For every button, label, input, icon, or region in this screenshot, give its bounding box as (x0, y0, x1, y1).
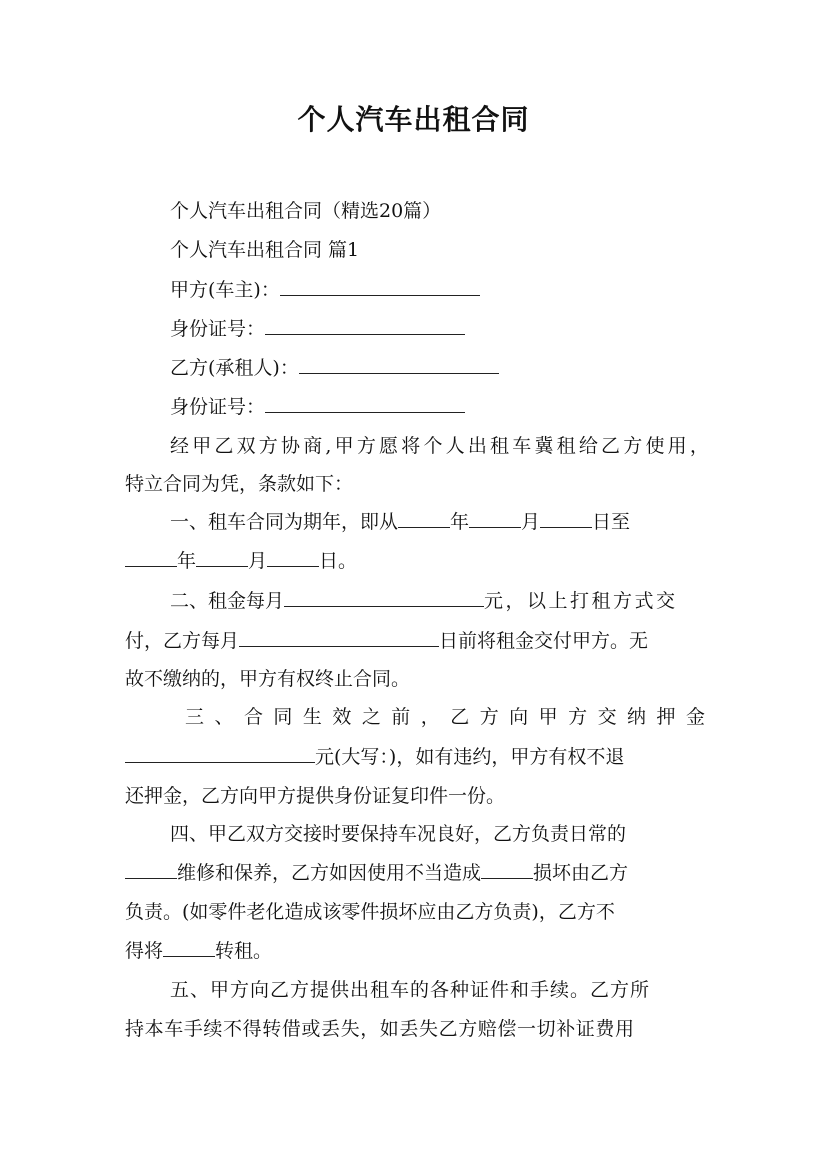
party-a-label: 甲方(车主)： (170, 279, 280, 301)
clause-2-text-d: 日前将租金交付甲方。无 (439, 630, 649, 652)
clause-1-year-2: 年 (177, 550, 197, 572)
id-b-label: 身份证号： (170, 396, 266, 418)
party-a-blank (280, 273, 480, 296)
party-a-line (170, 271, 705, 309)
intro-line-1: 经甲乙双方协商,甲方愿将个人出租车冀租给乙方使用， (170, 435, 713, 457)
clause-3-char: 甲 (538, 706, 558, 728)
clause-3-line-2 (125, 738, 705, 776)
clause-4-blank-2 (481, 856, 533, 879)
id-b-blank (265, 390, 465, 413)
clause-3-line-3: 还押金，乙方向甲方提供身份证复印件一份。 (125, 785, 506, 807)
clause-1-blank-3 (540, 505, 592, 528)
intro-line-2: 特立合同为凭，条款如下： (125, 473, 354, 495)
clause-2-line-1 (170, 582, 705, 620)
party-b-line (170, 349, 705, 387)
clause-3-char: 押 (656, 706, 676, 728)
clause-1-day-2: 日。 (319, 550, 358, 572)
party-b-blank (299, 351, 499, 374)
clause-4-text-b2: 损坏由乙方 (533, 862, 629, 884)
party-b-label: 乙方(承租人)： (170, 357, 299, 379)
clause-3-char: 同 (273, 706, 293, 728)
clause-3-char: 方 (479, 706, 499, 728)
clause-5-line-2: 持本车手续不得转借或丢失，如丢失乙方赔偿一切补证费用 (125, 1018, 635, 1040)
clause-3-char: ， (420, 706, 440, 728)
clause-1-blank-1 (398, 505, 450, 528)
clause-4-line-1: 四、甲乙双方交接时要保持车况良好，乙方负责日常的 (170, 823, 627, 845)
clause-4-line-3: 负责。(如零件老化造成该零件损坏应由乙方负责)，乙方不 (125, 901, 615, 923)
clause-3-text-b: 元(大写：)，如有违约，甲方有权不退 (315, 746, 625, 768)
clause-1-year: 年 (450, 511, 470, 533)
clause-3-char: 纳 (627, 706, 647, 728)
clause-3-blank (125, 740, 315, 763)
clause-3-char: 向 (509, 706, 529, 728)
clause-1-blank-4 (125, 544, 177, 567)
clause-4-blank-1 (125, 856, 177, 879)
clause-4-blank-3 (163, 934, 215, 957)
id-a-label: 身份证号： (170, 318, 266, 340)
document-title: 个人汽车出租合同 (297, 103, 530, 136)
clause-2-text-b: 元，以上打租方式交 (484, 590, 678, 612)
clause-2-blank-2 (239, 624, 439, 647)
clause-4-line-4 (125, 932, 705, 970)
clause-2-line-3: 故不缴纳的，甲方有权终止合同。 (125, 668, 411, 690)
id-a-blank (265, 312, 465, 335)
clause-2-text-c: 付，乙方每月 (125, 630, 240, 652)
clause-5-line-1: 五、甲方向乙方提供出租车的各种证件和手续。乙方所 (170, 979, 651, 1001)
clause-1-blank-5 (196, 544, 248, 567)
clause-1-text: 一、租车合同为期年，即从 (170, 511, 399, 533)
clause-3-char: 三 (185, 706, 205, 728)
clause-2-line-2 (125, 622, 705, 660)
clause-1-month: 月 (521, 511, 541, 533)
clause-1-day-to: 日至 (592, 511, 631, 533)
id-b-line (170, 388, 705, 426)
clause-1-month-2: 月 (248, 550, 268, 572)
clause-4-text-d1: 得将 (125, 940, 164, 962)
clause-2-blank-1 (284, 584, 484, 607)
clause-3-char: 方 (568, 706, 588, 728)
clause-4-line-2 (125, 854, 705, 892)
clause-3-char: 乙 (450, 706, 470, 728)
clause-1-blank-2 (469, 505, 521, 528)
id-a-line (170, 310, 705, 348)
document-subtitle: 个人汽车出租合同（精选20篇） (170, 200, 442, 222)
clause-3-char: 之 (361, 706, 381, 728)
clause-3-char: 合 (243, 706, 263, 728)
section-heading: 个人汽车出租合同 篇1 (170, 239, 360, 261)
clause-3-char: 、 (214, 706, 234, 728)
clause-2-text-a: 二、租金每月 (170, 590, 285, 612)
clause-1-line-1 (170, 503, 705, 541)
clause-3-char: 金 (685, 706, 705, 728)
clause-3-char: 生 (302, 706, 322, 728)
clause-4-text-b1: 维修和保养，乙方如因使用不当造成 (177, 862, 482, 884)
clause-1-blank-6 (267, 544, 319, 567)
clause-3-char: 效 (332, 706, 352, 728)
clause-3-char: 交 (597, 706, 617, 728)
clause-1-line-2 (125, 542, 705, 580)
clause-4-text-d2: 转租。 (215, 940, 273, 962)
clause-3-char: 前 (391, 706, 411, 728)
clause-3-line-1 (185, 698, 705, 736)
